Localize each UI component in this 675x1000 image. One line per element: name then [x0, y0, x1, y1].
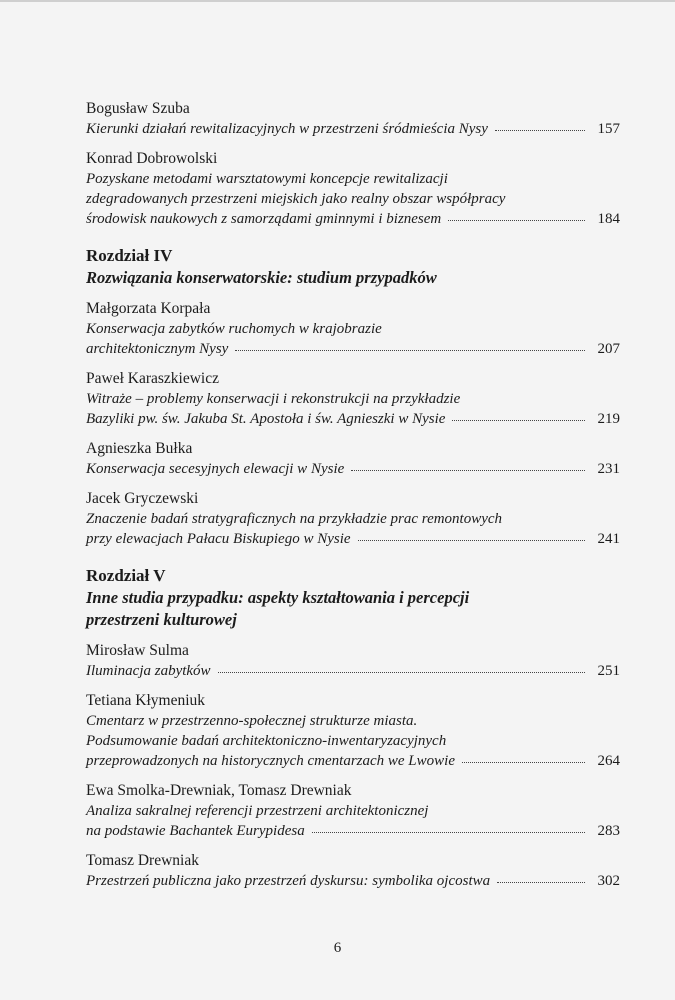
- entry-title-text: przeprowadzonych na historycznych cmentarzach we Lwowie: [86, 753, 455, 769]
- toc-entry: [86, 99, 620, 139]
- entry-title-text: Przestrzeń publiczna jako przestrzeń dyskursu: symbolika ojcostwa: [86, 873, 491, 889]
- entry-page-number: 231: [597, 461, 620, 477]
- chapter-title-line: Rozwiązania konserwatorskie: studium przypadków: [86, 268, 437, 287]
- toc-entry: [86, 641, 620, 681]
- chapter-title-line: przestrzeni kulturowej: [86, 610, 237, 629]
- entry-author: Tetiana Kłymeniuk: [86, 692, 206, 709]
- chapter-heading: [86, 565, 620, 631]
- toc-entry: [86, 439, 620, 479]
- entry-author: Tomasz Drewniak: [86, 852, 199, 869]
- entry-title-line: zdegradowanych przestrzeni miejskich jako realny obszar współpracy: [86, 191, 506, 207]
- entry-author: Ewa Smolka-Drewniak, Tomasz Drewniak: [86, 782, 352, 799]
- entry-title-text: środowisk naukowych z samorządami gminnymi i biznesem: [86, 211, 442, 227]
- entry-title-line: Witraże – problemy konserwacji i rekonstrukcji na przykładzie: [86, 391, 461, 407]
- dot-leader: [452, 420, 585, 421]
- entry-title-line: Analiza sakralnej referencji przestrzeni architektonicznej: [86, 803, 429, 819]
- entry-page-number: 241: [597, 531, 620, 547]
- entry-author: Jacek Gryczewski: [86, 490, 199, 507]
- entry-title-text: Bazyliki pw. św. Jakuba St. Apostoła i św. Agnieszki w Nysie: [86, 411, 446, 427]
- dot-leader: [351, 470, 585, 471]
- page-top-edge: [0, 0, 675, 2]
- dot-leader: [462, 762, 585, 763]
- entry-title-text: Kierunki działań rewitalizacyjnych w przestrzeni śródmieścia Nysy: [86, 121, 488, 137]
- entry-title-last-line: [86, 409, 620, 429]
- table-of-contents: [86, 99, 620, 901]
- entry-page-number: 184: [597, 211, 620, 227]
- dot-leader: [358, 540, 585, 541]
- entry-title-line: Pozyskane metodami warsztatowymi koncepcje rewitalizacji: [86, 171, 448, 187]
- entry-title-last-line: [86, 821, 620, 841]
- entry-page-number: 207: [597, 341, 620, 357]
- toc-entry: [86, 691, 620, 771]
- entry-title-last-line: [86, 459, 620, 479]
- entry-author: Mirosław Sulma: [86, 642, 189, 659]
- entry-author: Konrad Dobrowolski: [86, 150, 218, 167]
- entry-author: Agnieszka Bułka: [86, 440, 193, 457]
- entry-title-text: przy elewacjach Pałacu Biskupiego w Nysie: [86, 531, 351, 547]
- toc-section: [86, 245, 620, 549]
- entry-title-line: Podsumowanie badań architektoniczno-inwentaryzacyjnych: [86, 733, 447, 749]
- entry-title-text: na podstawie Bachantek Eurypidesa: [86, 823, 305, 839]
- entry-title-last-line: [86, 119, 620, 139]
- entry-title-last-line: [86, 209, 620, 229]
- entry-page-number: 283: [597, 823, 620, 839]
- entry-page-number: 264: [597, 753, 620, 769]
- entry-title-last-line: [86, 529, 620, 549]
- entry-page-number: 251: [597, 663, 620, 679]
- entry-page-number: 157: [597, 121, 620, 137]
- entry-title-text: Konserwacja secesyjnych elewacji w Nysie: [86, 461, 345, 477]
- entry-title-line: Cmentarz w przestrzenno-społecznej strukturze miasta.: [86, 713, 418, 729]
- entry-page-number: 302: [597, 873, 620, 889]
- toc-entry: [86, 149, 620, 229]
- dot-leader: [497, 882, 585, 883]
- toc-section: [86, 565, 620, 891]
- chapter-title-line: Inne studia przypadku: aspekty kształtowania i percepcji: [86, 588, 470, 607]
- entry-author: Małgorzata Korpała: [86, 300, 211, 317]
- chapter-heading: [86, 245, 620, 289]
- dot-leader: [312, 832, 585, 833]
- entry-title-line: Konserwacja zabytków ruchomych w krajobrazie: [86, 321, 382, 337]
- dot-leader: [235, 350, 585, 351]
- entry-title-last-line: [86, 751, 620, 771]
- entry-title-text: Iluminacja zabytków: [86, 663, 211, 679]
- entry-author: Bogusław Szuba: [86, 100, 190, 117]
- entry-title-last-line: [86, 661, 620, 681]
- chapter-label: Rozdział V: [86, 566, 166, 585]
- toc-entry: [86, 781, 620, 841]
- toc-entry: [86, 299, 620, 359]
- toc-entry: [86, 489, 620, 549]
- dot-leader: [495, 130, 585, 131]
- toc-section: [86, 99, 620, 229]
- chapter-label: Rozdział IV: [86, 246, 173, 265]
- dot-leader: [218, 672, 585, 673]
- dot-leader: [448, 220, 585, 221]
- entry-title-text: architektonicznym Nysy: [86, 341, 229, 357]
- entry-title-line: Znaczenie badań stratygraficznych na przykładzie prac remontowych: [86, 511, 503, 527]
- entry-author: Paweł Karaszkiewicz: [86, 370, 219, 387]
- toc-entry: [86, 851, 620, 891]
- entry-page-number: 219: [597, 411, 620, 427]
- toc-entry: [86, 369, 620, 429]
- entry-title-last-line: [86, 339, 620, 359]
- entry-title-last-line: [86, 871, 620, 891]
- page-number: 6: [333, 940, 342, 956]
